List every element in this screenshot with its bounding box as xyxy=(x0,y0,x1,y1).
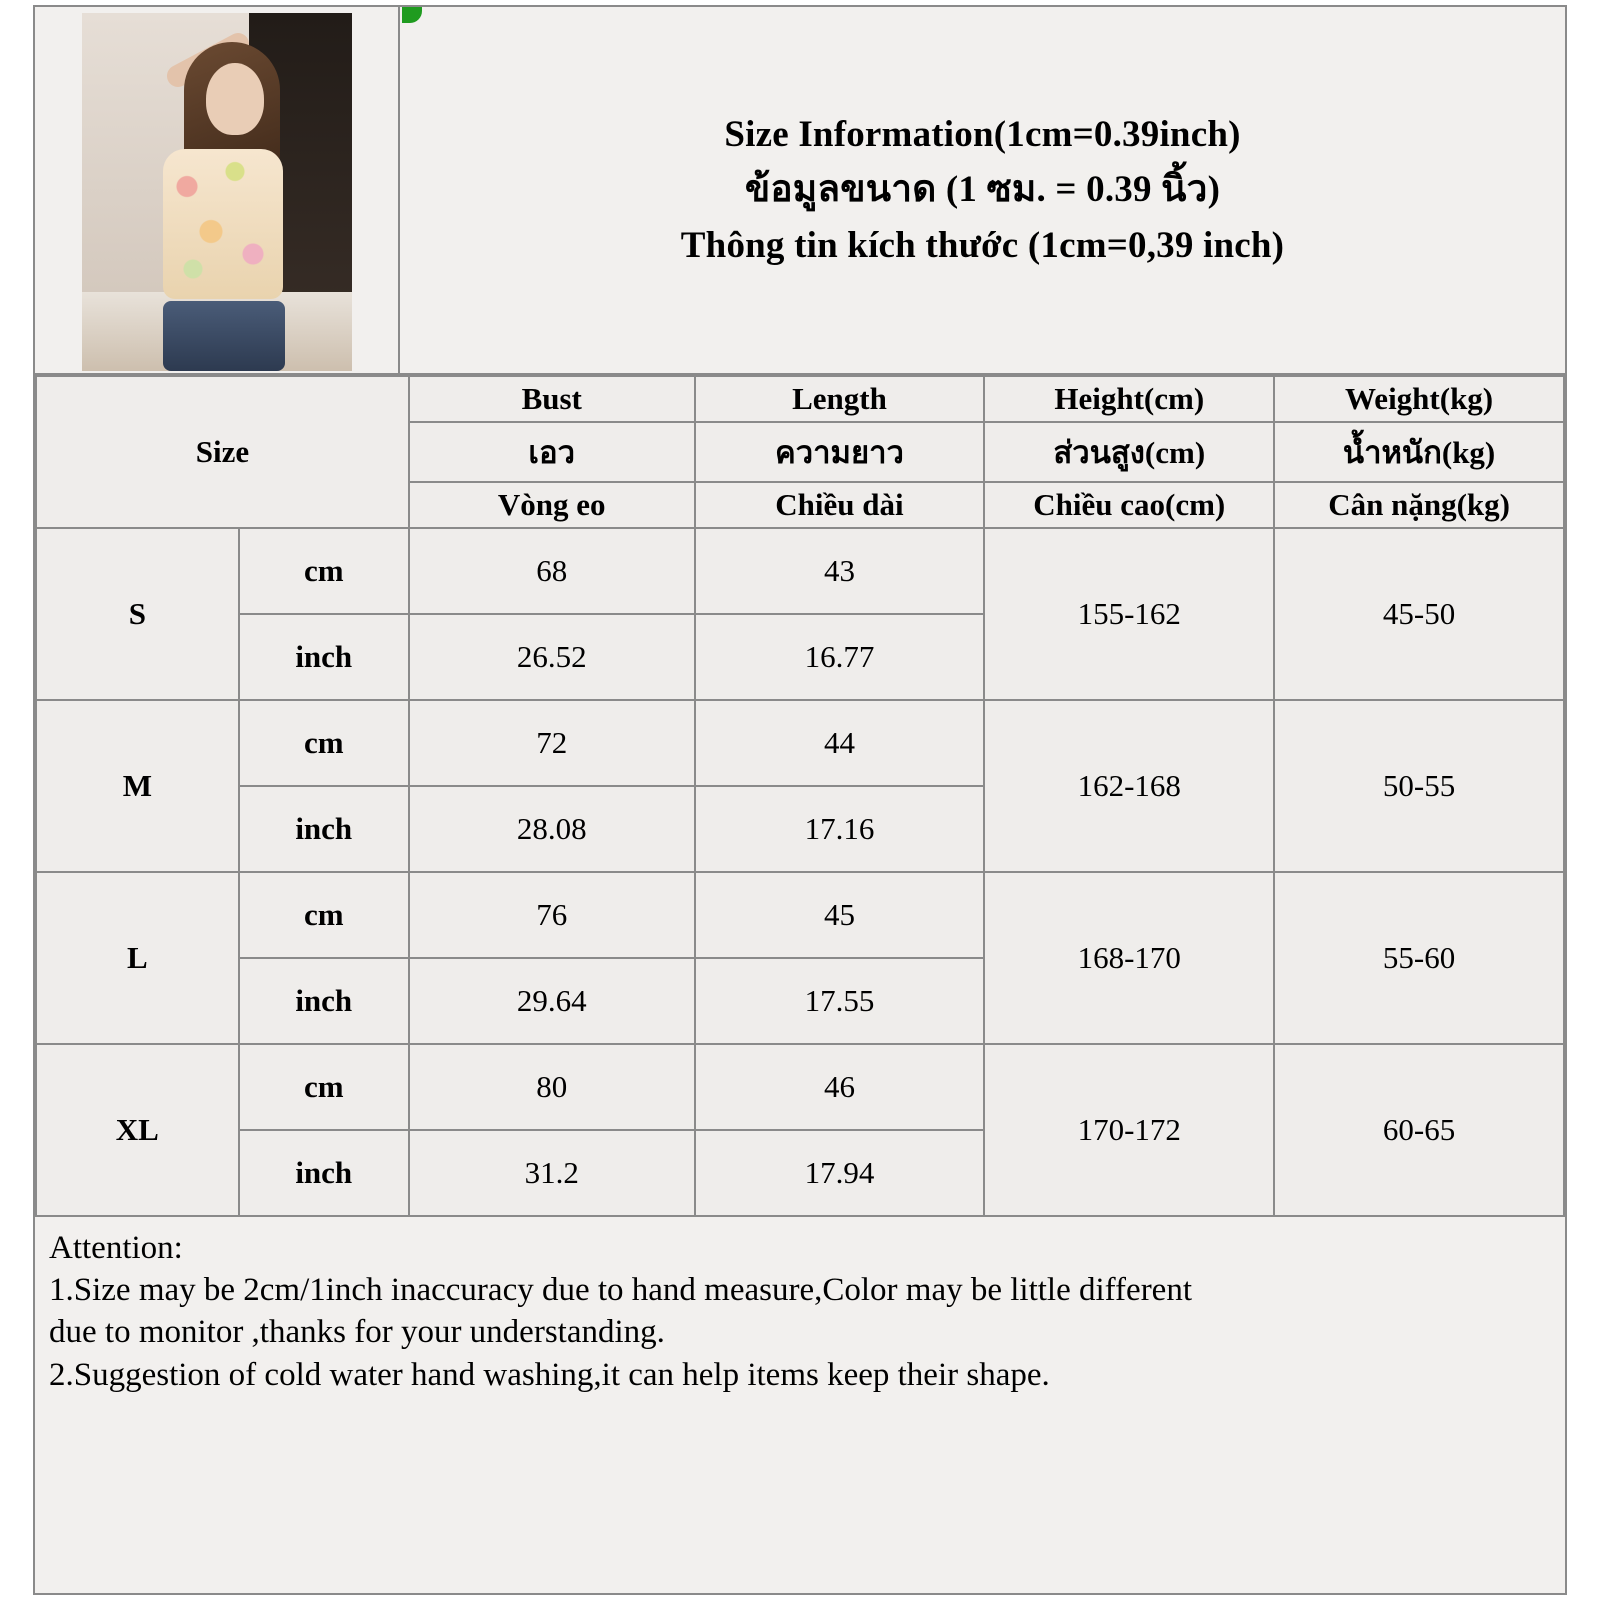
product-photo-cell xyxy=(35,7,400,373)
cell-weight-range: 45-50 xyxy=(1274,528,1564,700)
cell-weight-range: 60-65 xyxy=(1274,1044,1564,1216)
chart-header xyxy=(35,7,1565,375)
col-header-length-th: ความยาว xyxy=(695,422,985,482)
table-row xyxy=(36,872,1564,958)
cell-length-cm: 44 xyxy=(695,700,985,786)
table-header-row-en xyxy=(36,376,1564,422)
table-row xyxy=(36,700,1564,786)
cell-weight-range: 55-60 xyxy=(1274,872,1564,1044)
cell-height-range: 162-168 xyxy=(984,700,1274,872)
col-header-height-en: Height(cm) xyxy=(984,376,1274,422)
cell-bust-cm: 80 xyxy=(409,1044,695,1130)
title-line-th: ข้อมูลขนาด (1 ซม. = 0.39 นิ้ว) xyxy=(744,169,1221,211)
col-header-bust-vi: Vòng eo xyxy=(409,482,695,528)
size-header-cell: Size xyxy=(36,376,409,528)
attention-line-2: 2.Suggestion of cold water hand washing,it can help items keep their shape. xyxy=(49,1356,1050,1393)
cell-bust-inch: 28.08 xyxy=(409,786,695,872)
col-header-weight-vi: Cân nặng(kg) xyxy=(1274,482,1564,528)
col-header-height-th: ส่วนสูง(cm) xyxy=(984,422,1274,482)
col-header-length-vi: Chiều dài xyxy=(695,482,985,528)
product-photo xyxy=(82,13,352,371)
row-unit-cm: cm xyxy=(239,872,409,958)
col-header-bust-en: Bust xyxy=(409,376,695,422)
cell-bust-inch: 26.52 xyxy=(409,614,695,700)
cell-bust-cm: 68 xyxy=(409,528,695,614)
chart-title-block xyxy=(400,7,1565,373)
row-unit-inch: inch xyxy=(239,1130,409,1216)
title-line-en: Size Information(1cm=0.39inch) xyxy=(724,113,1241,155)
cell-bust-inch: 31.2 xyxy=(409,1130,695,1216)
cell-length-inch: 17.16 xyxy=(695,786,985,872)
row-unit-inch: inch xyxy=(239,958,409,1044)
row-size-label: S xyxy=(36,528,239,700)
cell-weight-range: 50-55 xyxy=(1274,700,1564,872)
attention-heading: Attention: xyxy=(49,1230,183,1266)
cell-height-range: 170-172 xyxy=(984,1044,1274,1216)
cell-length-cm: 45 xyxy=(695,872,985,958)
col-header-height-vi: Chiều cao(cm) xyxy=(984,482,1274,528)
cell-bust-cm: 72 xyxy=(409,700,695,786)
row-size-label: L xyxy=(36,872,239,1044)
col-header-weight-th: น้ำหนัก(kg) xyxy=(1274,422,1564,482)
cell-length-inch: 16.77 xyxy=(695,614,985,700)
row-unit-cm: cm xyxy=(239,1044,409,1130)
col-header-bust-th: เอว xyxy=(409,422,695,482)
row-unit-cm: cm xyxy=(239,528,409,614)
cell-length-inch: 17.55 xyxy=(695,958,985,1044)
table-row xyxy=(36,528,1564,614)
attention-line-1b: due to monitor ,thanks for your understanding. xyxy=(49,1314,665,1351)
row-unit-cm: cm xyxy=(239,700,409,786)
cell-length-inch: 17.94 xyxy=(695,1130,985,1216)
cell-height-range: 168-170 xyxy=(984,872,1274,1044)
cell-bust-inch: 29.64 xyxy=(409,958,695,1044)
col-header-weight-en: Weight(kg) xyxy=(1274,376,1564,422)
attention-block xyxy=(35,1217,1565,1396)
cell-length-cm: 46 xyxy=(695,1044,985,1130)
row-size-label: M xyxy=(36,700,239,872)
col-header-length-en: Length xyxy=(695,376,985,422)
row-size-label: XL xyxy=(36,1044,239,1216)
cell-height-range: 155-162 xyxy=(984,528,1274,700)
cell-bust-cm: 76 xyxy=(409,872,695,958)
row-unit-inch: inch xyxy=(239,614,409,700)
cell-length-cm: 43 xyxy=(695,528,985,614)
size-table xyxy=(35,375,1565,1217)
size-chart-sheet xyxy=(33,5,1567,1595)
title-line-vi: Thông tin kích thước (1cm=0,39 inch) xyxy=(680,224,1285,266)
table-row xyxy=(36,1044,1564,1130)
row-unit-inch: inch xyxy=(239,786,409,872)
attention-line-1a: 1.Size may be 2cm/1inch inaccuracy due to hand measure,Color may be little different xyxy=(49,1272,1192,1309)
